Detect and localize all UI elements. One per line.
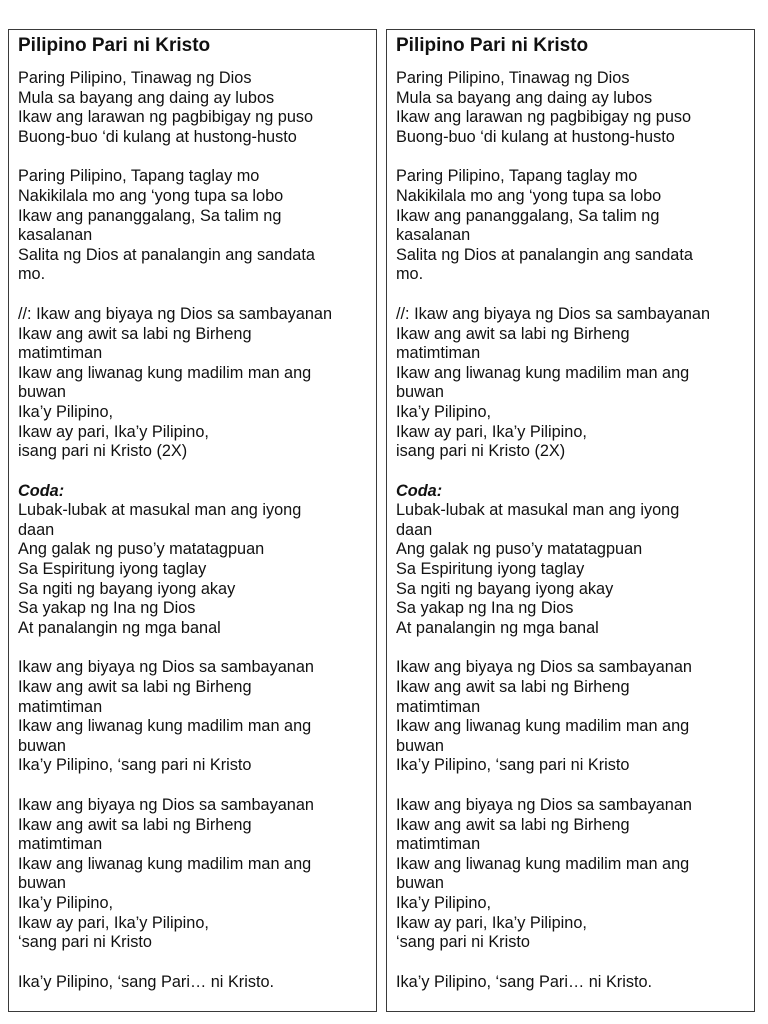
lyric-line: Ika’y Pilipino, xyxy=(18,893,114,912)
lyrics-stanza xyxy=(396,973,754,993)
lyrics-stanza xyxy=(396,482,754,639)
lyric-line: buwan xyxy=(396,874,444,893)
lyric-line: Ika’y Pilipino, ‘sang Pari… ni Kristo. xyxy=(396,972,653,991)
lyric-line: Ikaw ang liwanag kung madilim man ang xyxy=(18,717,312,736)
lyric-line: Ikaw ang biyaya ng Dios sa sambayanan xyxy=(396,796,692,814)
lyric-line: isang pari ni Kristo (2X) xyxy=(18,442,188,461)
lyrics-stanza xyxy=(18,305,376,462)
lyric-line: Paring Pilipino, Tinawag ng Dios xyxy=(396,69,630,87)
lyric-line: Ang galak ng puso’y matatagpuan xyxy=(18,540,265,559)
lyrics-stanza xyxy=(396,796,754,953)
lyric-line: mo. xyxy=(18,265,46,284)
lyric-line: Ika’y Pilipino, ‘sang Pari… ni Kristo. xyxy=(18,972,275,991)
lyric-line: kasalanan xyxy=(18,226,93,245)
lyric-line: Buong-buo ‘di kulang at hustong-husto xyxy=(396,127,675,146)
coda-label: Coda: xyxy=(18,481,65,500)
lyrics-stanza xyxy=(18,658,376,776)
lyrics-body xyxy=(396,69,754,992)
lyrics-body xyxy=(18,69,376,992)
lyric-line: Salita ng Dios at panalangin ang sandata xyxy=(18,245,315,264)
lyric-line: Sa yakap ng Ina ng Dios xyxy=(18,599,196,618)
lyric-line: Ika’y Pilipino, xyxy=(18,402,114,421)
song-title: Pilipino Pari ni Kristo xyxy=(18,35,211,56)
lyrics-stanza xyxy=(18,973,376,993)
lyric-line: Sa Espiritung iyong taglay xyxy=(396,560,585,579)
lyric-line: At panalangin ng mga banal xyxy=(18,618,221,637)
lyric-line: Ikaw ang awit sa labi ng Birheng xyxy=(18,324,252,343)
lyric-line: Lubak-lubak at masukal man ang iyong xyxy=(396,501,680,520)
coda-label: Coda: xyxy=(396,481,443,500)
lyric-line: Ikaw ay pari, Ika’y Pilipino, xyxy=(18,422,209,441)
lyric-line: Mula sa bayang ang daing ay lubos xyxy=(18,88,275,107)
lyric-line: At panalangin ng mga banal xyxy=(396,618,599,637)
song-title: Pilipino Pari ni Kristo xyxy=(396,35,589,56)
lyric-line: Ika’y Pilipino, ‘sang pari ni Kristo xyxy=(18,756,252,775)
lyric-line: Sa Espiritung iyong taglay xyxy=(18,560,207,579)
lyric-line: buwan xyxy=(18,874,66,893)
lyric-line: Nakikilala mo ang ‘yong tupa sa lobo xyxy=(396,186,662,205)
lyric-line: Ikaw ang awit sa labi ng Birheng xyxy=(18,678,252,697)
lyric-line: Sa ngiti ng bayang iyong akay xyxy=(396,579,614,598)
lyric-line: Buong-buo ‘di kulang at hustong-husto xyxy=(18,127,297,146)
lyric-line: Ikaw ang pananggalang, Sa talim ng xyxy=(18,206,282,225)
lyric-line: matimtiman xyxy=(396,344,481,363)
lyric-line: ‘sang pari ni Kristo xyxy=(396,933,530,952)
lyric-line: ‘sang pari ni Kristo xyxy=(18,933,152,952)
lyrics-stanza xyxy=(18,69,376,147)
lyric-line: Ikaw ang liwanag kung madilim man ang xyxy=(396,717,690,736)
lyric-line: buwan xyxy=(396,736,444,755)
lyric-line: Sa yakap ng Ina ng Dios xyxy=(396,599,574,618)
lyric-line: Ika’y Pilipino, ‘sang pari ni Kristo xyxy=(396,756,630,775)
lyric-line: Ikaw ang awit sa labi ng Birheng xyxy=(18,815,252,834)
lyric-line: Ikaw ang awit sa labi ng Birheng xyxy=(396,324,630,343)
lyrics-stanza xyxy=(18,796,376,953)
lyric-line: Ikaw ang pananggalang, Sa talim ng xyxy=(396,206,660,225)
lyric-line: Paring Pilipino, Tinawag ng Dios xyxy=(18,69,252,87)
lyric-line: daan xyxy=(18,520,55,539)
lyric-line: matimtiman xyxy=(396,697,481,716)
lyric-line: buwan xyxy=(18,736,66,755)
lyrics-stanza xyxy=(18,167,376,285)
lyrics-panel-right xyxy=(386,29,755,1012)
lyric-line: buwan xyxy=(396,383,444,402)
lyric-line: Sa ngiti ng bayang iyong akay xyxy=(18,579,236,598)
lyric-line: matimtiman xyxy=(18,697,103,716)
lyric-line: Ang galak ng puso’y matatagpuan xyxy=(396,540,643,559)
lyric-line: isang pari ni Kristo (2X) xyxy=(396,442,566,461)
lyric-line: Ika’y Pilipino, xyxy=(396,402,492,421)
lyric-line: Ika’y Pilipino, xyxy=(396,893,492,912)
lyric-line: matimtiman xyxy=(18,344,103,363)
lyric-line: Ikaw ang liwanag kung madilim man ang xyxy=(396,854,690,873)
lyric-line: //: Ikaw ang biyaya ng Dios sa sambayanan xyxy=(396,304,711,323)
lyric-line: Paring Pilipino, Tapang taglay mo xyxy=(396,167,638,186)
lyrics-panel-left xyxy=(8,29,377,1012)
lyric-line: //: Ikaw ang biyaya ng Dios sa sambayanan xyxy=(18,304,333,323)
lyric-line: Ikaw ang larawan ng pagbibigay ng puso xyxy=(396,108,692,127)
lyric-line: Ikaw ang awit sa labi ng Birheng xyxy=(396,815,630,834)
lyric-line: Ikaw ay pari, Ika’y Pilipino, xyxy=(396,422,587,441)
lyric-line: Ikaw ang liwanag kung madilim man ang xyxy=(396,363,690,382)
lyric-line: Ikaw ay pari, Ika’y Pilipino, xyxy=(396,913,587,932)
lyric-line: daan xyxy=(396,520,433,539)
lyrics-stanza xyxy=(396,658,754,776)
lyrics-stanza xyxy=(396,305,754,462)
lyric-line: Ikaw ang liwanag kung madilim man ang xyxy=(18,363,312,382)
lyric-line: Salita ng Dios at panalangin ang sandata xyxy=(396,245,693,264)
lyrics-stanza xyxy=(18,482,376,639)
lyric-line: matimtiman xyxy=(396,835,481,854)
lyric-line: Lubak-lubak at masukal man ang iyong xyxy=(18,501,302,520)
lyric-line: Nakikilala mo ang ‘yong tupa sa lobo xyxy=(18,186,284,205)
lyrics-stanza xyxy=(396,69,754,147)
lyric-line: Ikaw ang biyaya ng Dios sa sambayanan xyxy=(18,796,314,814)
lyric-line: mo. xyxy=(396,265,424,284)
lyric-line: matimtiman xyxy=(18,835,103,854)
lyric-line: kasalanan xyxy=(396,226,471,245)
lyric-line: Ikaw ang awit sa labi ng Birheng xyxy=(396,678,630,697)
lyrics-stanza xyxy=(396,167,754,285)
lyric-line: buwan xyxy=(18,383,66,402)
lyric-line: Ikaw ang liwanag kung madilim man ang xyxy=(18,854,312,873)
lyric-line: Ikaw ay pari, Ika’y Pilipino, xyxy=(18,913,209,932)
lyric-line: Ikaw ang larawan ng pagbibigay ng puso xyxy=(18,108,314,127)
lyric-line: Mula sa bayang ang daing ay lubos xyxy=(396,88,653,107)
lyric-line: Paring Pilipino, Tapang taglay mo xyxy=(18,167,260,186)
lyric-line: Ikaw ang biyaya ng Dios sa sambayanan xyxy=(396,658,692,677)
lyric-line: Ikaw ang biyaya ng Dios sa sambayanan xyxy=(18,658,314,677)
